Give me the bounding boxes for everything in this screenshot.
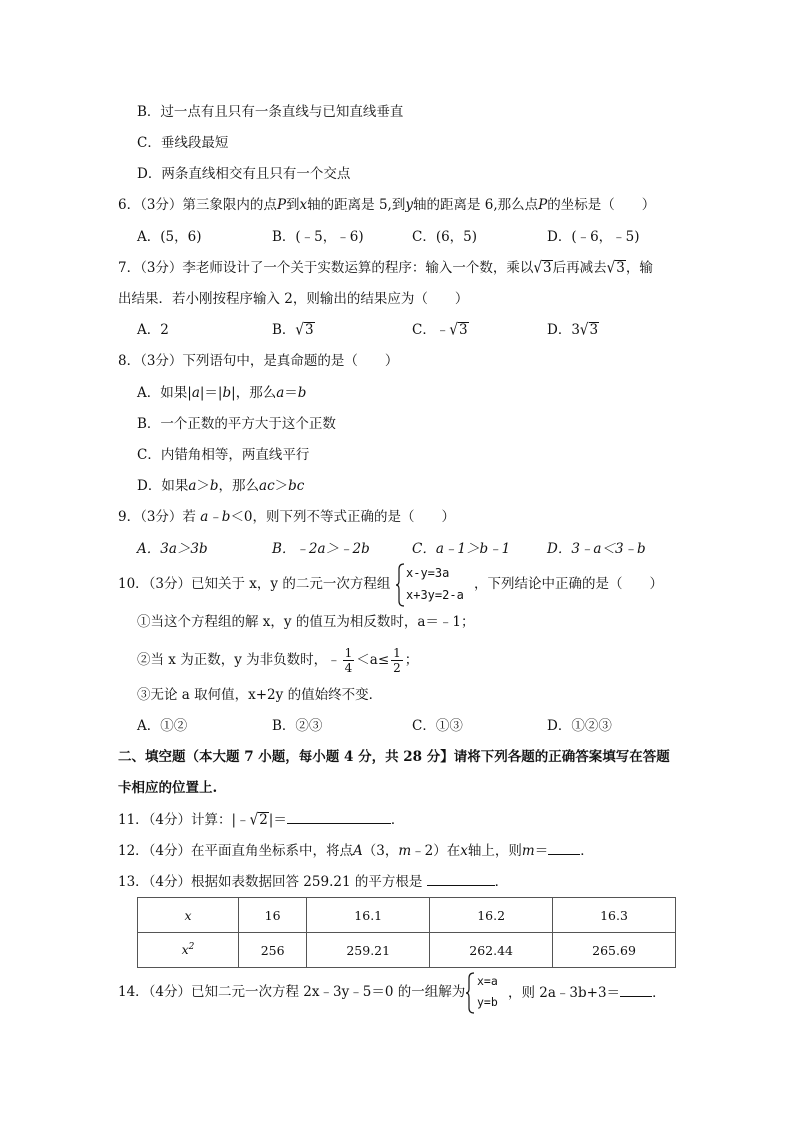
q5-option-d: D．两条直线相交有且只有一个交点: [137, 166, 351, 182]
q10-option-d: D．①②③: [547, 718, 612, 734]
q12-stem: 12．（4分）在平面直角坐标系中，将点A（3，m﹣2）在x轴上，则m＝ ．: [118, 840, 594, 861]
q14-stem-b: ，则 2a﹣3b+3＝ ．: [508, 982, 666, 1003]
q14-equation-1: x=a: [477, 974, 498, 988]
q6-stem: 6．（3分）第三象限内的点P到x轴的距离是 5,到y轴的距离是 6,那么点P的坐标是（ ）: [118, 197, 656, 213]
q10-equation-2: x+3y=2-a: [406, 588, 464, 602]
q10-statement-2: ②当 x 为正数，y 为非负数时，﹣ $\frac{1}{4}$ ＜a≤ $\frac{1}{2}$ ；: [137, 646, 419, 675]
q7-option-c: C．﹣√3: [412, 320, 468, 340]
q10-option-a: A．①②: [137, 718, 188, 734]
square-table: [137, 897, 676, 968]
q8-option-d: D．如果a＞b，那么ac＞bc: [137, 478, 305, 494]
q5-option-c: C．垂线段最短: [137, 135, 229, 151]
q6-option-b: B．(﹣5，﹣6): [272, 229, 364, 245]
q14-stem-a: 14．（4分）已知二元一次方程 2x﹣3y﹣5＝0 的一组解为: [118, 984, 466, 1000]
q9-option-a: A．3a＞3b: [137, 541, 208, 557]
sqrt-symbol: √3: [533, 258, 552, 278]
q13-stem: 13．（4分）根据如表数据回答 259.21 的平方根是 ．: [118, 871, 508, 892]
answer-blank: [287, 809, 391, 824]
table-row: x 16 16.1 16.2 16.3: [138, 898, 676, 933]
q10-statement-3: ③无论 a 取何值，x+2y 的值始终不变．: [137, 687, 383, 703]
q8-stem: 8．（3分）下列语句中，是真命题的是（ ）: [118, 353, 399, 369]
section2-heading-line2: 卡相应的位置上.: [118, 780, 218, 796]
q5-option-b: B．过一点有且只有一条直线与已知直线垂直: [137, 104, 404, 120]
q10-statement-1: ①当这个方程组的解 x，y 的值互为相反数时，a＝﹣1；: [137, 614, 475, 630]
left-brace-icon: [396, 563, 406, 607]
q6-option-d: D．(﹣6，﹣5): [547, 229, 640, 245]
table-row: $x^2$ 256 259.21 262.44 265.69: [138, 933, 676, 968]
q7-option-a: A．2: [137, 322, 169, 338]
q14-equation-2: y=b: [477, 995, 498, 1009]
q10-option-c: C．①③: [412, 718, 463, 734]
q10-option-b: B．②③: [272, 718, 323, 734]
q9-option-b: B．﹣2a＞﹣2b: [272, 541, 370, 557]
answer-blank: [548, 840, 580, 855]
q9-stem: 9．（3分）若 a﹣b＜0，则下列不等式正确的是（ ）: [118, 509, 456, 525]
answer-blank: [620, 982, 652, 997]
q6-option-a: A．(5，6): [137, 229, 202, 245]
q9-option-d: D．3﹣a＜3﹣b: [547, 541, 646, 557]
q10-equation-1: x-y=3a: [406, 566, 450, 580]
q7-stem-line2: 出结果．若小刚按程序输入 2，则输出的结果应为（ ）: [118, 291, 469, 307]
q8-option-b: B．一个正数的平方大于这个正数: [137, 416, 336, 432]
q8-option-a: A．如果|a|＝|b|，那么a＝b: [137, 385, 307, 401]
q9-option-c: C．a﹣1＞b﹣1: [412, 541, 511, 557]
left-brace-icon: [466, 972, 476, 1014]
q7-stem-line1: 7．（3分）李老师设计了一个关于实数运算的程序：输入一个数，乘以√3后再减去√3，输: [118, 258, 653, 278]
q11-stem: 11．（4分）计算：|﹣√2|＝ ．: [118, 810, 405, 830]
q7-option-b: B．√3: [272, 320, 314, 340]
answer-blank: [427, 871, 495, 886]
section2-heading-line1: 二、填空题（本大题 7 小题，每小题 4 分，共 28 分】请将下列各题的正确答案填写在答题: [118, 749, 670, 765]
q6-option-c: C．(6，5): [412, 229, 478, 245]
q10-stem-a: 10．（3分）已知关于 x，y 的二元一次方程组: [118, 576, 391, 592]
q10-stem-b: ，下列结论中正确的是（ ）: [474, 576, 663, 592]
q8-option-c: C．内错角相等，两直线平行: [137, 447, 310, 463]
q7-option-d: D．3√3: [547, 320, 599, 340]
